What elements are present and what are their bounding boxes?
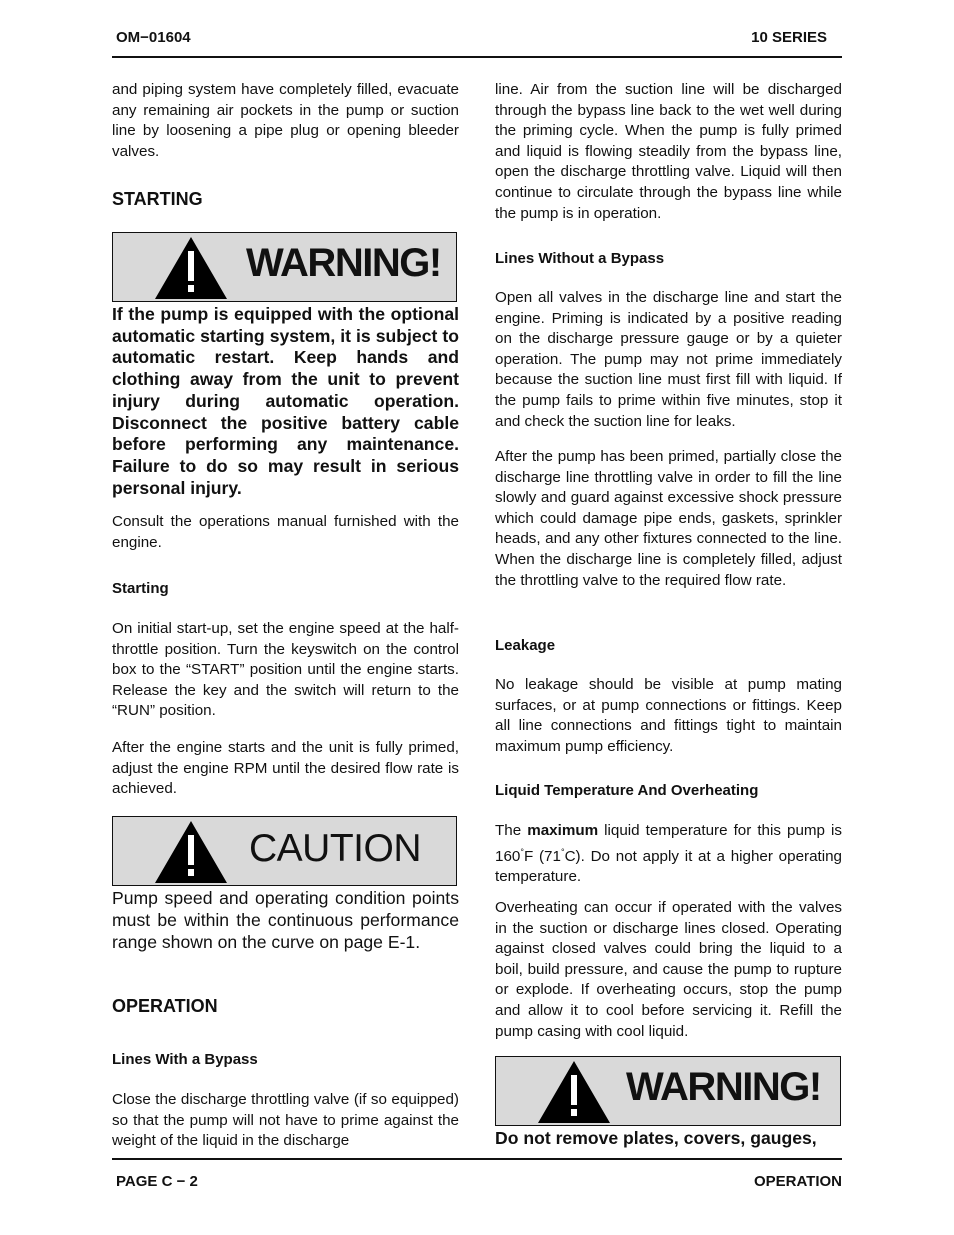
left-column — [112, 0, 459, 1160]
nobypass-paragraph-2: After the pump has been primed, partially close the discharge line throttling valve in order to fill the line slowly and guard against excessive shock pressure which could damage pipe ends, gaskets, sprinkler heads, and any other fixtures connected to the line. When the discharge line is completely filled, adjust the throttling valve to the required flow rate. — [495, 448, 842, 589]
temp-text-d: C). Do not apply it at a higher operating temperature. — [495, 847, 843, 886]
caution-triangle-icon — [153, 819, 229, 885]
header-series: 10 SERIES — [751, 29, 827, 46]
starting-heading: STARTING — [112, 189, 203, 209]
temp-text-c: F (71 — [523, 847, 561, 865]
warning-triangle-icon — [536, 1059, 612, 1125]
header-doc-id: OM−01604 — [116, 29, 191, 46]
consult-paragraph: Consult the operations manual furnished with the engine. — [112, 513, 459, 551]
warning-sign — [112, 232, 457, 302]
starting-subheading: Starting — [112, 580, 169, 597]
nobypass-subheading: Lines Without a Bypass — [495, 250, 665, 267]
warning-title: WARNING! — [246, 241, 441, 285]
bypass-subheading: Lines With a Bypass — [112, 1051, 258, 1068]
footer-rule — [112, 1158, 842, 1160]
temperature-subheading: Liquid Temperature And Overheating — [495, 782, 759, 799]
degree-symbol: ° — [520, 846, 524, 857]
operation-heading: OPERATION — [112, 996, 218, 1016]
caution-sign — [112, 816, 457, 886]
right-column — [495, 0, 842, 1160]
temperature-paragraph-2: Overheating can occur if operated with the valves in the suction or discharge lines closed. Operating against closed valves could bring the liquid to a boil, build pressure, and cause the pump to rupture or explode. If overheating occurs, stop the pump and allow it to cool before servicing it. Refill the pump casing with cool liquid. — [495, 899, 842, 1040]
intro-paragraph: and piping system have completely filled, evacuate any remaining air pockets in the pump or suction line by loosening a pipe plug or opening bleeder valves. — [112, 81, 459, 160]
caution-text: Pump speed and operating condition points must be within the continuous performance range shown on the curve on page E-1. — [112, 888, 459, 952]
leakage-paragraph: No leakage should be visible at pump mating surfaces, or at pump connections or fittings. Keep all line connections and fittings tight to maintain maximum pump efficiency. — [495, 676, 842, 755]
temp-text-b: liquid temperature for this pump is 160 — [495, 822, 843, 865]
footer-section: OPERATION — [753, 1173, 842, 1190]
warning-title-2: WARNING! — [626, 1065, 821, 1109]
warning-triangle-icon — [153, 235, 229, 301]
caution-title: CAUTION — [249, 827, 421, 870]
warning-sign-2 — [495, 1056, 841, 1126]
starting-paragraph-2: After the engine starts and the unit is fully primed, adjust the engine RPM until the desired flow rate is achieved. — [112, 739, 459, 798]
nobypass-paragraph-1: Open all valves in the discharge line and start the engine. Priming is indicated by a positive reading on the discharge pressure gauge or by a quieter operation. The pump may not prime immediately because the suction line must first fill with liquid. If the pump fails to prime within five minutes, stop it and check the suction line for leaks. — [495, 289, 842, 430]
temperature-paragraph-1 — [495, 821, 842, 888]
warning-text: If the pump is equipped with the optional automatic starting system, it is subject to automatic restart. Keep hands and clothing away from the unit to prevent injury during automatic operation. Disconnect the positive battery cable before performing any maintenance. Failure to do so may result in serious personal injury. — [112, 304, 459, 498]
warning-text-2: Do not remove plates, covers, gauges, — [495, 1128, 817, 1148]
temp-text-maximum: maximum — [527, 822, 599, 839]
footer-page: PAGE C − 2 — [116, 1173, 198, 1190]
temp-text-a: The — [495, 822, 528, 839]
bypass-paragraph: Close the discharge throttling valve (if so equipped) so that the pump will not have to prime against the weight of the liquid in the discharge — [112, 1091, 459, 1150]
degree-symbol: ° — [560, 846, 565, 857]
starting-paragraph-1: On initial start-up, set the engine speed at the half-throttle position. Turn the keyswitch on the control box to the “START” position until the engine starts. Release the key and the switch will return to the “RUN” position. — [112, 620, 459, 720]
leakage-subheading: Leakage — [495, 637, 556, 654]
bypass-continued-paragraph: line. Air from the suction line will be discharged through the bypass line back to the wet well during the priming cycle. When the pump is fully primed and liquid is flowing steadily from the bypass line, open the discharge throttling valve. Liquid will then continue to circulate through the bypass line while the pump is in operation. — [495, 81, 842, 222]
